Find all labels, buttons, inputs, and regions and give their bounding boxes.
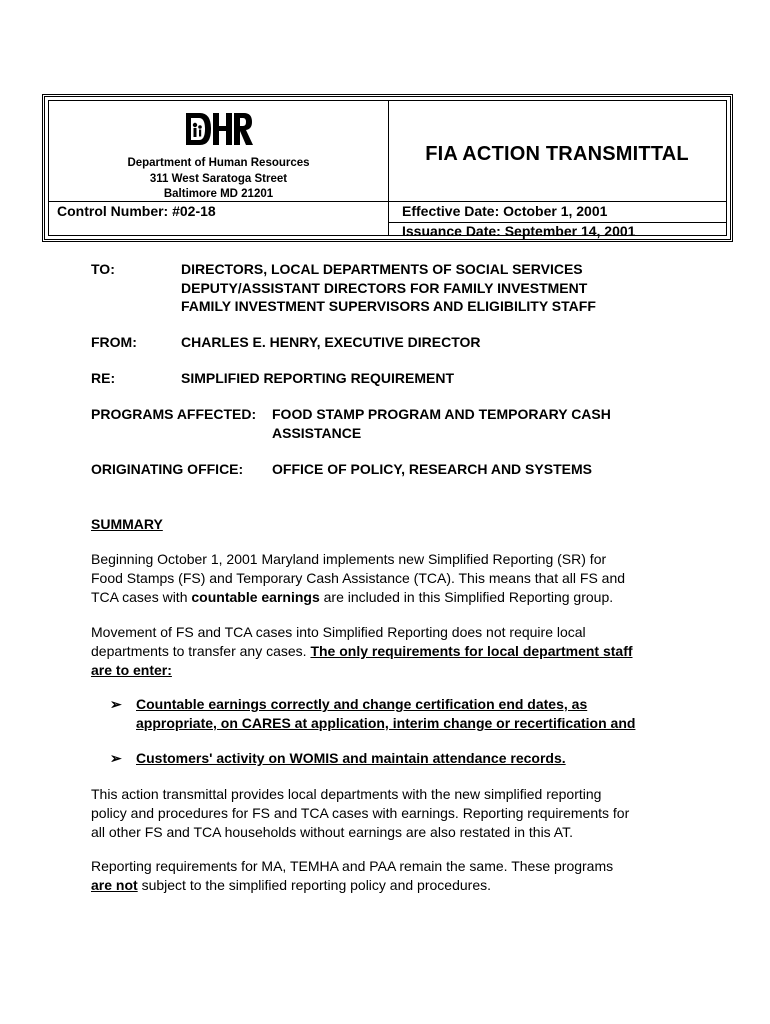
paragraph-line bbox=[91, 642, 701, 661]
dhr-logo-icon bbox=[184, 110, 254, 148]
header-box bbox=[42, 94, 733, 242]
from-value: CHARLES E. HENRY, EXECUTIVE DIRECTOR bbox=[181, 334, 481, 350]
paragraph-line: Reporting requirements for MA, TEMHA and PAA remain the same. These programs bbox=[91, 858, 614, 874]
requirements-emphasis: The only requirements for local department staff bbox=[310, 643, 633, 659]
text-span: TCA cases with bbox=[91, 589, 192, 605]
bullet-line: Customers' activity on WOMIS and maintain attendance records. bbox=[136, 750, 566, 766]
text-span: are included in this Simplified Reporting group. bbox=[319, 589, 614, 605]
text-span: subject to the simplified reporting policy and procedures. bbox=[137, 877, 491, 893]
department-name: Department of Human Resources bbox=[127, 157, 310, 169]
paragraph-4 bbox=[91, 857, 701, 895]
office-value: OFFICE OF POLICY, RESEARCH AND SYSTEMS bbox=[272, 461, 592, 477]
arrow-bullet-icon: ➢ bbox=[110, 696, 122, 712]
header-divider bbox=[388, 201, 726, 202]
issuance-date: Issuance Date: September 14, 2001 bbox=[402, 223, 636, 239]
bullet-text bbox=[136, 695, 696, 733]
to-label: TO: bbox=[91, 261, 115, 277]
bullet-item bbox=[110, 749, 566, 768]
effective-date: Effective Date: October 1, 2001 bbox=[402, 203, 608, 219]
paragraph-line: Beginning October 1, 2001 Maryland implements new Simplified Reporting (SR) for bbox=[91, 551, 607, 567]
department-street: 311 West Saratoga Street bbox=[149, 173, 288, 185]
text-span: departments to transfer any cases. bbox=[91, 643, 311, 659]
to-line: DEPUTY/ASSISTANT DIRECTORS FOR FAMILY INVESTMENT bbox=[181, 279, 588, 296]
to-line: FAMILY INVESTMENT SUPERVISORS AND ELIGIBILITY STAFF bbox=[181, 298, 596, 314]
paragraph-line: This action transmittal provides local departments with the new simplified reporting bbox=[91, 786, 602, 802]
summary-heading: SUMMARY bbox=[91, 516, 163, 532]
paragraph-line: Movement of FS and TCA cases into Simplified Reporting does not require local bbox=[91, 624, 586, 640]
paragraph-line: Food Stamps (FS) and Temporary Cash Assistance (TCA). This means that all FS and bbox=[91, 570, 626, 586]
to-line: DIRECTORS, LOCAL DEPARTMENTS OF SOCIAL SERVICES bbox=[181, 261, 583, 277]
paragraph-2 bbox=[91, 623, 701, 680]
bullet-line: Countable earnings correctly and change certification end dates, as bbox=[136, 696, 588, 712]
paragraph-line: all other FS and TCA households without earnings are also restated in this AT. bbox=[91, 824, 573, 840]
programs-label: PROGRAMS AFFECTED: bbox=[91, 406, 257, 422]
header-divider bbox=[49, 201, 388, 202]
countable-earnings-emphasis: countable earnings bbox=[191, 589, 320, 605]
arrow-bullet-icon: ➢ bbox=[110, 750, 122, 766]
re-label: RE: bbox=[91, 370, 116, 386]
are-not-emphasis: are not bbox=[91, 877, 138, 893]
paragraph-1 bbox=[91, 550, 701, 607]
bullet-line: appropriate, on CARES at application, interim change or recertification and bbox=[136, 715, 636, 731]
bullet-item bbox=[110, 695, 636, 731]
programs-line: FOOD STAMP PROGRAM AND TEMPORARY CASH bbox=[272, 406, 611, 422]
paragraph-3 bbox=[91, 785, 701, 842]
page-title: FIA ACTION TRANSMITTAL bbox=[425, 143, 689, 165]
paragraph-line bbox=[91, 876, 701, 895]
header-inner bbox=[48, 100, 727, 239]
header-divider bbox=[388, 101, 389, 235]
paragraph-line bbox=[91, 588, 701, 607]
paragraph-line: policy and procedures for FS and TCA cases with earnings. Reporting requirements for bbox=[91, 805, 630, 821]
re-value: SIMPLIFIED REPORTING REQUIREMENT bbox=[181, 370, 455, 386]
department-city: Baltimore MD 21201 bbox=[163, 188, 274, 200]
paragraph-line: are to enter: bbox=[91, 662, 172, 678]
from-label: FROM: bbox=[91, 334, 137, 350]
bullet-text bbox=[136, 749, 696, 768]
office-label: ORIGINATING OFFICE: bbox=[91, 461, 244, 477]
control-number: Control Number: #02-18 bbox=[57, 203, 216, 219]
programs-line: ASSISTANCE bbox=[272, 424, 362, 441]
